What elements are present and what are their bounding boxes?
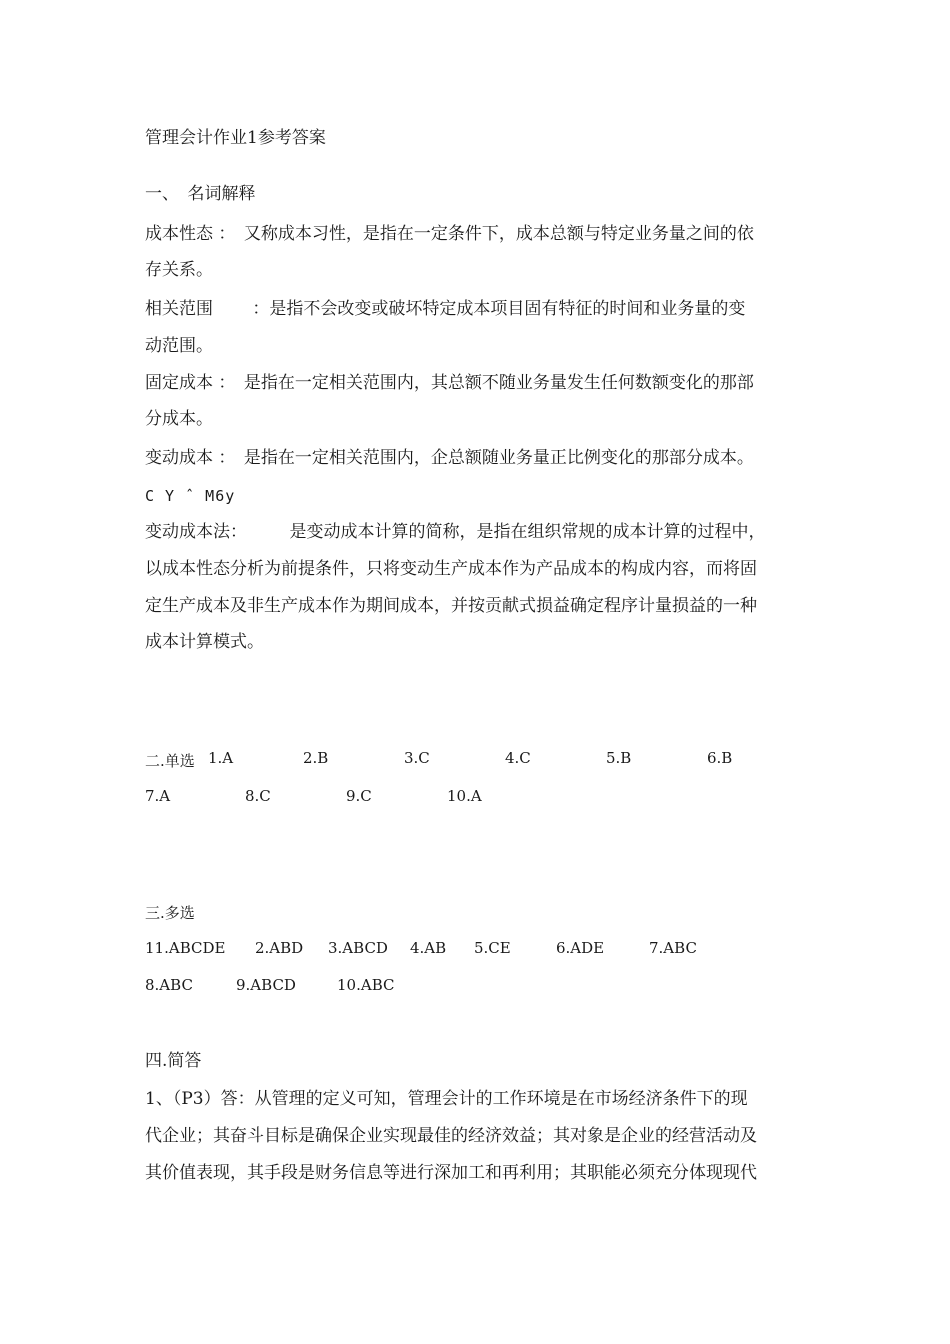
answer-item: 7.A: [145, 787, 171, 805]
definition-line: 动范围。: [145, 336, 213, 356]
answer-paragraph-line: 1、（P3）答：从管理的定义可知，管理会计的工作环境是在市场经济条件下的现: [145, 1089, 748, 1109]
document-title: 管理会计作业1参考答案: [145, 128, 326, 148]
section4-heading: 四.简答: [145, 1051, 202, 1071]
answer-item: 9.C: [346, 787, 372, 805]
answer-item: 3.ABCD: [328, 939, 388, 957]
answer-item: 3.C: [404, 749, 430, 767]
answer-item: 2.ABD: [255, 939, 304, 957]
answer-item: 8.ABC: [145, 976, 193, 994]
definition-line: 分成本。: [145, 409, 213, 429]
answer-item: 5.CE: [474, 939, 511, 957]
answer-item: 1.A: [208, 749, 234, 767]
answer-paragraph-line: 其价值表现，其手段是财务信息等进行深加工和再利用；其职能必须充分体现现代: [145, 1163, 757, 1183]
definition-line-artifact: C Y ˆ M6y: [145, 487, 236, 505]
definition-line: 以成本性态分析为前提条件，只将变动生产成本作为产品成本的构成内容，而将固: [145, 559, 757, 579]
answer-item: 8.C: [245, 787, 271, 805]
answer-item: 9.ABCD: [236, 976, 296, 994]
answer-item: 6.ADE: [556, 939, 605, 957]
definition-line: 相关范围 ：是指不会改变或破坏特定成本项目固有特征的时间和业务量的变: [145, 299, 746, 319]
definition-line: 成本计算模式。: [145, 632, 264, 652]
answer-paragraph-line: 代企业；其奋斗目标是确保企业实现最佳的经济效益；其对象是企业的经营活动及: [145, 1126, 757, 1146]
section2-heading: 二.单选: [145, 752, 195, 770]
definition-line: 定生产成本及非生产成本作为期间成本，并按贡献式损益确定程序计量损益的一种: [145, 596, 757, 616]
answer-item: 10.ABC: [337, 976, 395, 994]
answer-item: 6.B: [707, 749, 733, 767]
section3-heading: 三.多选: [145, 904, 195, 922]
answer-item: 10.A: [447, 787, 482, 805]
answer-item: 4.C: [505, 749, 531, 767]
answer-item: 7.ABC: [649, 939, 697, 957]
definition-line: 变动成本 ： 是指在一定相关范围内，企总额随业务量正比例变化的那部分成本。: [145, 448, 754, 468]
section1-heading: 一、 名词解释: [145, 184, 256, 204]
answer-item: 5.B: [606, 749, 632, 767]
answer-item: 11.ABCDE: [145, 939, 226, 957]
definition-line: 存关系。: [145, 260, 213, 280]
definition-line: 固定成本 ： 是指在一定相关范围内，其总额不随业务量发生任何数额变化的那部: [145, 373, 754, 393]
definition-line: 成本性态 ： 又称成本习性，是指在一定条件下，成本总额与特定业务量之间的依: [145, 224, 754, 244]
definition-line: 变动成本法： 是变动成本计算的简称，是指在组织常规的成本计算的过程中，: [145, 522, 766, 542]
answer-item: 4.AB: [410, 939, 447, 957]
answer-item: 2.B: [303, 749, 329, 767]
